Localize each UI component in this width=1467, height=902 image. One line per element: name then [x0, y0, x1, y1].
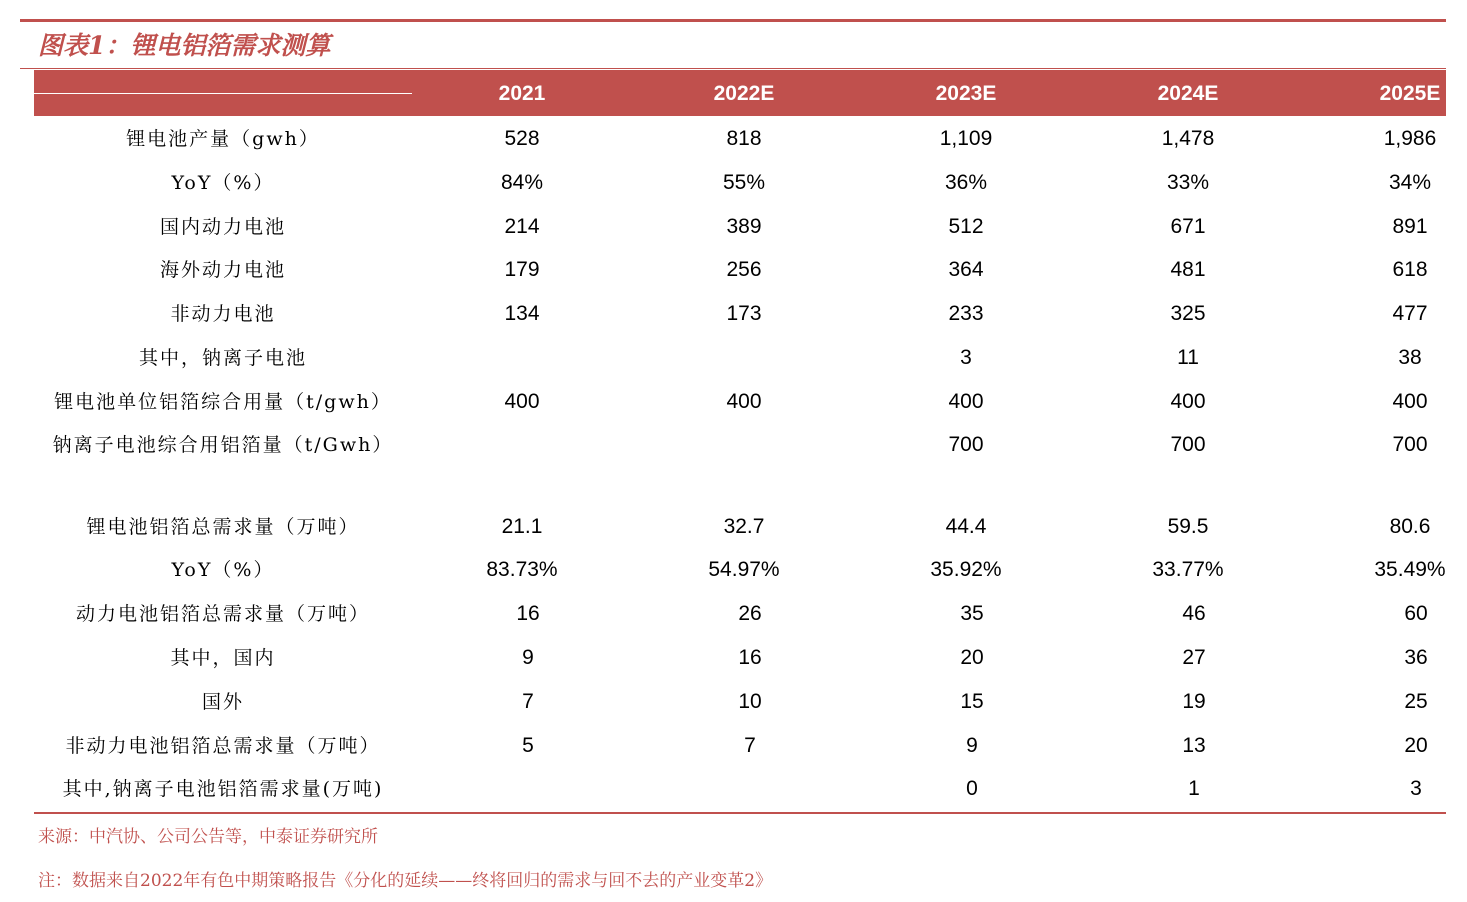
table-cell: 36%: [944, 171, 988, 194]
table-cell: 9: [522, 646, 534, 669]
header-divider: [34, 93, 412, 94]
table-cell: 0: [966, 777, 978, 800]
table-cell: 33%: [1166, 171, 1210, 194]
table-cell: 54.97%: [708, 558, 780, 581]
table-cell: [654, 343, 834, 373]
table-cell: 46: [1182, 602, 1206, 625]
table-cell: 34%: [1388, 171, 1432, 194]
table-cell: 19: [1182, 690, 1206, 713]
table-cell: 21.1: [501, 515, 543, 538]
table-cell: 400: [948, 390, 984, 413]
table-cell: 59.5: [1167, 515, 1209, 538]
row-label: 动力电池铝箔总需求量（万吨）: [75, 603, 370, 625]
table-cell: 9: [966, 734, 978, 757]
table-cell: 700: [948, 433, 984, 456]
table-cell: 512: [948, 215, 984, 238]
table-cell: 671: [1170, 215, 1206, 238]
table-cell: 481: [1170, 258, 1206, 281]
table-cell: 25: [1404, 690, 1428, 713]
header-year-2021: 2021: [498, 82, 546, 105]
table-cell: 16: [516, 602, 540, 625]
row-label: 钠离子电池综合用铝箔量（t/Gwh）: [52, 434, 394, 456]
table-cell: 477: [1392, 302, 1428, 325]
table-cell: 35: [960, 602, 984, 625]
top-rule: [20, 19, 1446, 22]
table-cell: 55%: [722, 171, 766, 194]
table-cell: 84%: [500, 171, 544, 194]
row-label: 锂电池单位铝箔综合用量（t/gwh）: [54, 391, 392, 413]
table-cell: 3: [1410, 777, 1422, 800]
row-label: 非动力电池: [170, 303, 276, 325]
table-cell: [432, 343, 612, 373]
table-cell: 400: [504, 390, 540, 413]
row-label: 其中，国内: [170, 647, 276, 669]
table-cell: 400: [1170, 390, 1206, 413]
table-cell: 400: [726, 390, 762, 413]
row-label: YoY（%）: [171, 559, 275, 581]
table-cell: 700: [1392, 433, 1428, 456]
table-cell: 1: [1188, 777, 1200, 800]
row-label: 海外动力电池: [159, 259, 286, 281]
table-cell: 7: [744, 734, 756, 757]
row-label: 国外: [201, 691, 244, 713]
table-cell: 44.4: [945, 515, 987, 538]
table-cell: 7: [522, 690, 534, 713]
table-cell: 20: [960, 646, 984, 669]
footnote: 注：数据来自2022年有色中期策略报告《分化的延续——终将回归的需求与回不去的产业变革2》: [38, 871, 773, 891]
table-cell: 389: [726, 215, 762, 238]
header-year-2022e: 2022E: [713, 82, 775, 105]
row-label: 国内动力电池: [159, 216, 286, 238]
table-cell: 818: [726, 127, 762, 150]
table-cell: 233: [948, 302, 984, 325]
table-cell: 528: [504, 127, 540, 150]
row-label: 非动力电池铝箔总需求量（万吨）: [65, 735, 381, 757]
table-cell: [660, 774, 840, 804]
table-cell: 83.73%: [486, 558, 558, 581]
table-cell: 20: [1404, 734, 1428, 757]
table-cell: 33.77%: [1152, 558, 1224, 581]
table-cell: 134: [504, 302, 540, 325]
table-cell: 36: [1404, 646, 1428, 669]
table-cell: [654, 430, 834, 460]
table-cell: 214: [504, 215, 540, 238]
row-label: 其中,钠离子电池铝箔需求量(万吨): [62, 778, 384, 800]
table-cell: 891: [1392, 215, 1428, 238]
table-cell: 618: [1392, 258, 1428, 281]
figure-title: 图表1：锂电铝箔需求测算: [38, 31, 331, 60]
table-cell: 1,109: [939, 127, 993, 150]
table-cell: 26: [738, 602, 762, 625]
table-cell: 1,478: [1161, 127, 1215, 150]
table-cell: 13: [1182, 734, 1206, 757]
table-cell: 35.92%: [930, 558, 1002, 581]
table-cell: 60: [1404, 602, 1428, 625]
table-cell: 364: [948, 258, 984, 281]
table-cell: 16: [738, 646, 762, 669]
row-label: 锂电池产量（gwh）: [126, 128, 320, 150]
table-cell: 5: [522, 734, 534, 757]
table-cell: 11: [1177, 346, 1199, 369]
table-cell: 1,986: [1383, 127, 1437, 150]
table-cell: 325: [1170, 302, 1206, 325]
table-cell: 27: [1182, 646, 1206, 669]
header-year-2024e: 2024E: [1157, 82, 1219, 105]
table-cell: 15: [960, 690, 984, 713]
table-cell: 400: [1392, 390, 1428, 413]
header-year-2025e: 2025E: [1379, 82, 1441, 105]
table-cell: 173: [726, 302, 762, 325]
row-label: 锂电池铝箔总需求量（万吨）: [86, 516, 360, 538]
bottom-rule: [34, 812, 1446, 814]
table-cell: 80.6: [1389, 515, 1431, 538]
table-cell: 38: [1398, 346, 1422, 369]
table-cell: 3: [960, 346, 972, 369]
row-label: YoY（%）: [171, 172, 275, 194]
row-label: 其中，钠离子电池: [138, 347, 307, 369]
source-note: 来源：中汽协、公司公告等，中泰证券研究所: [38, 827, 378, 847]
table-cell: 35.49%: [1374, 558, 1446, 581]
table-cell: 700: [1170, 433, 1206, 456]
header-year-2023e: 2023E: [935, 82, 997, 105]
table-cell: 32.7: [723, 515, 765, 538]
table-cell: 179: [504, 258, 540, 281]
title-rule: [20, 68, 1446, 69]
table-cell: [432, 430, 612, 460]
table-cell: 10: [738, 690, 762, 713]
table-cell: [438, 774, 618, 804]
table-cell: 256: [726, 258, 762, 281]
